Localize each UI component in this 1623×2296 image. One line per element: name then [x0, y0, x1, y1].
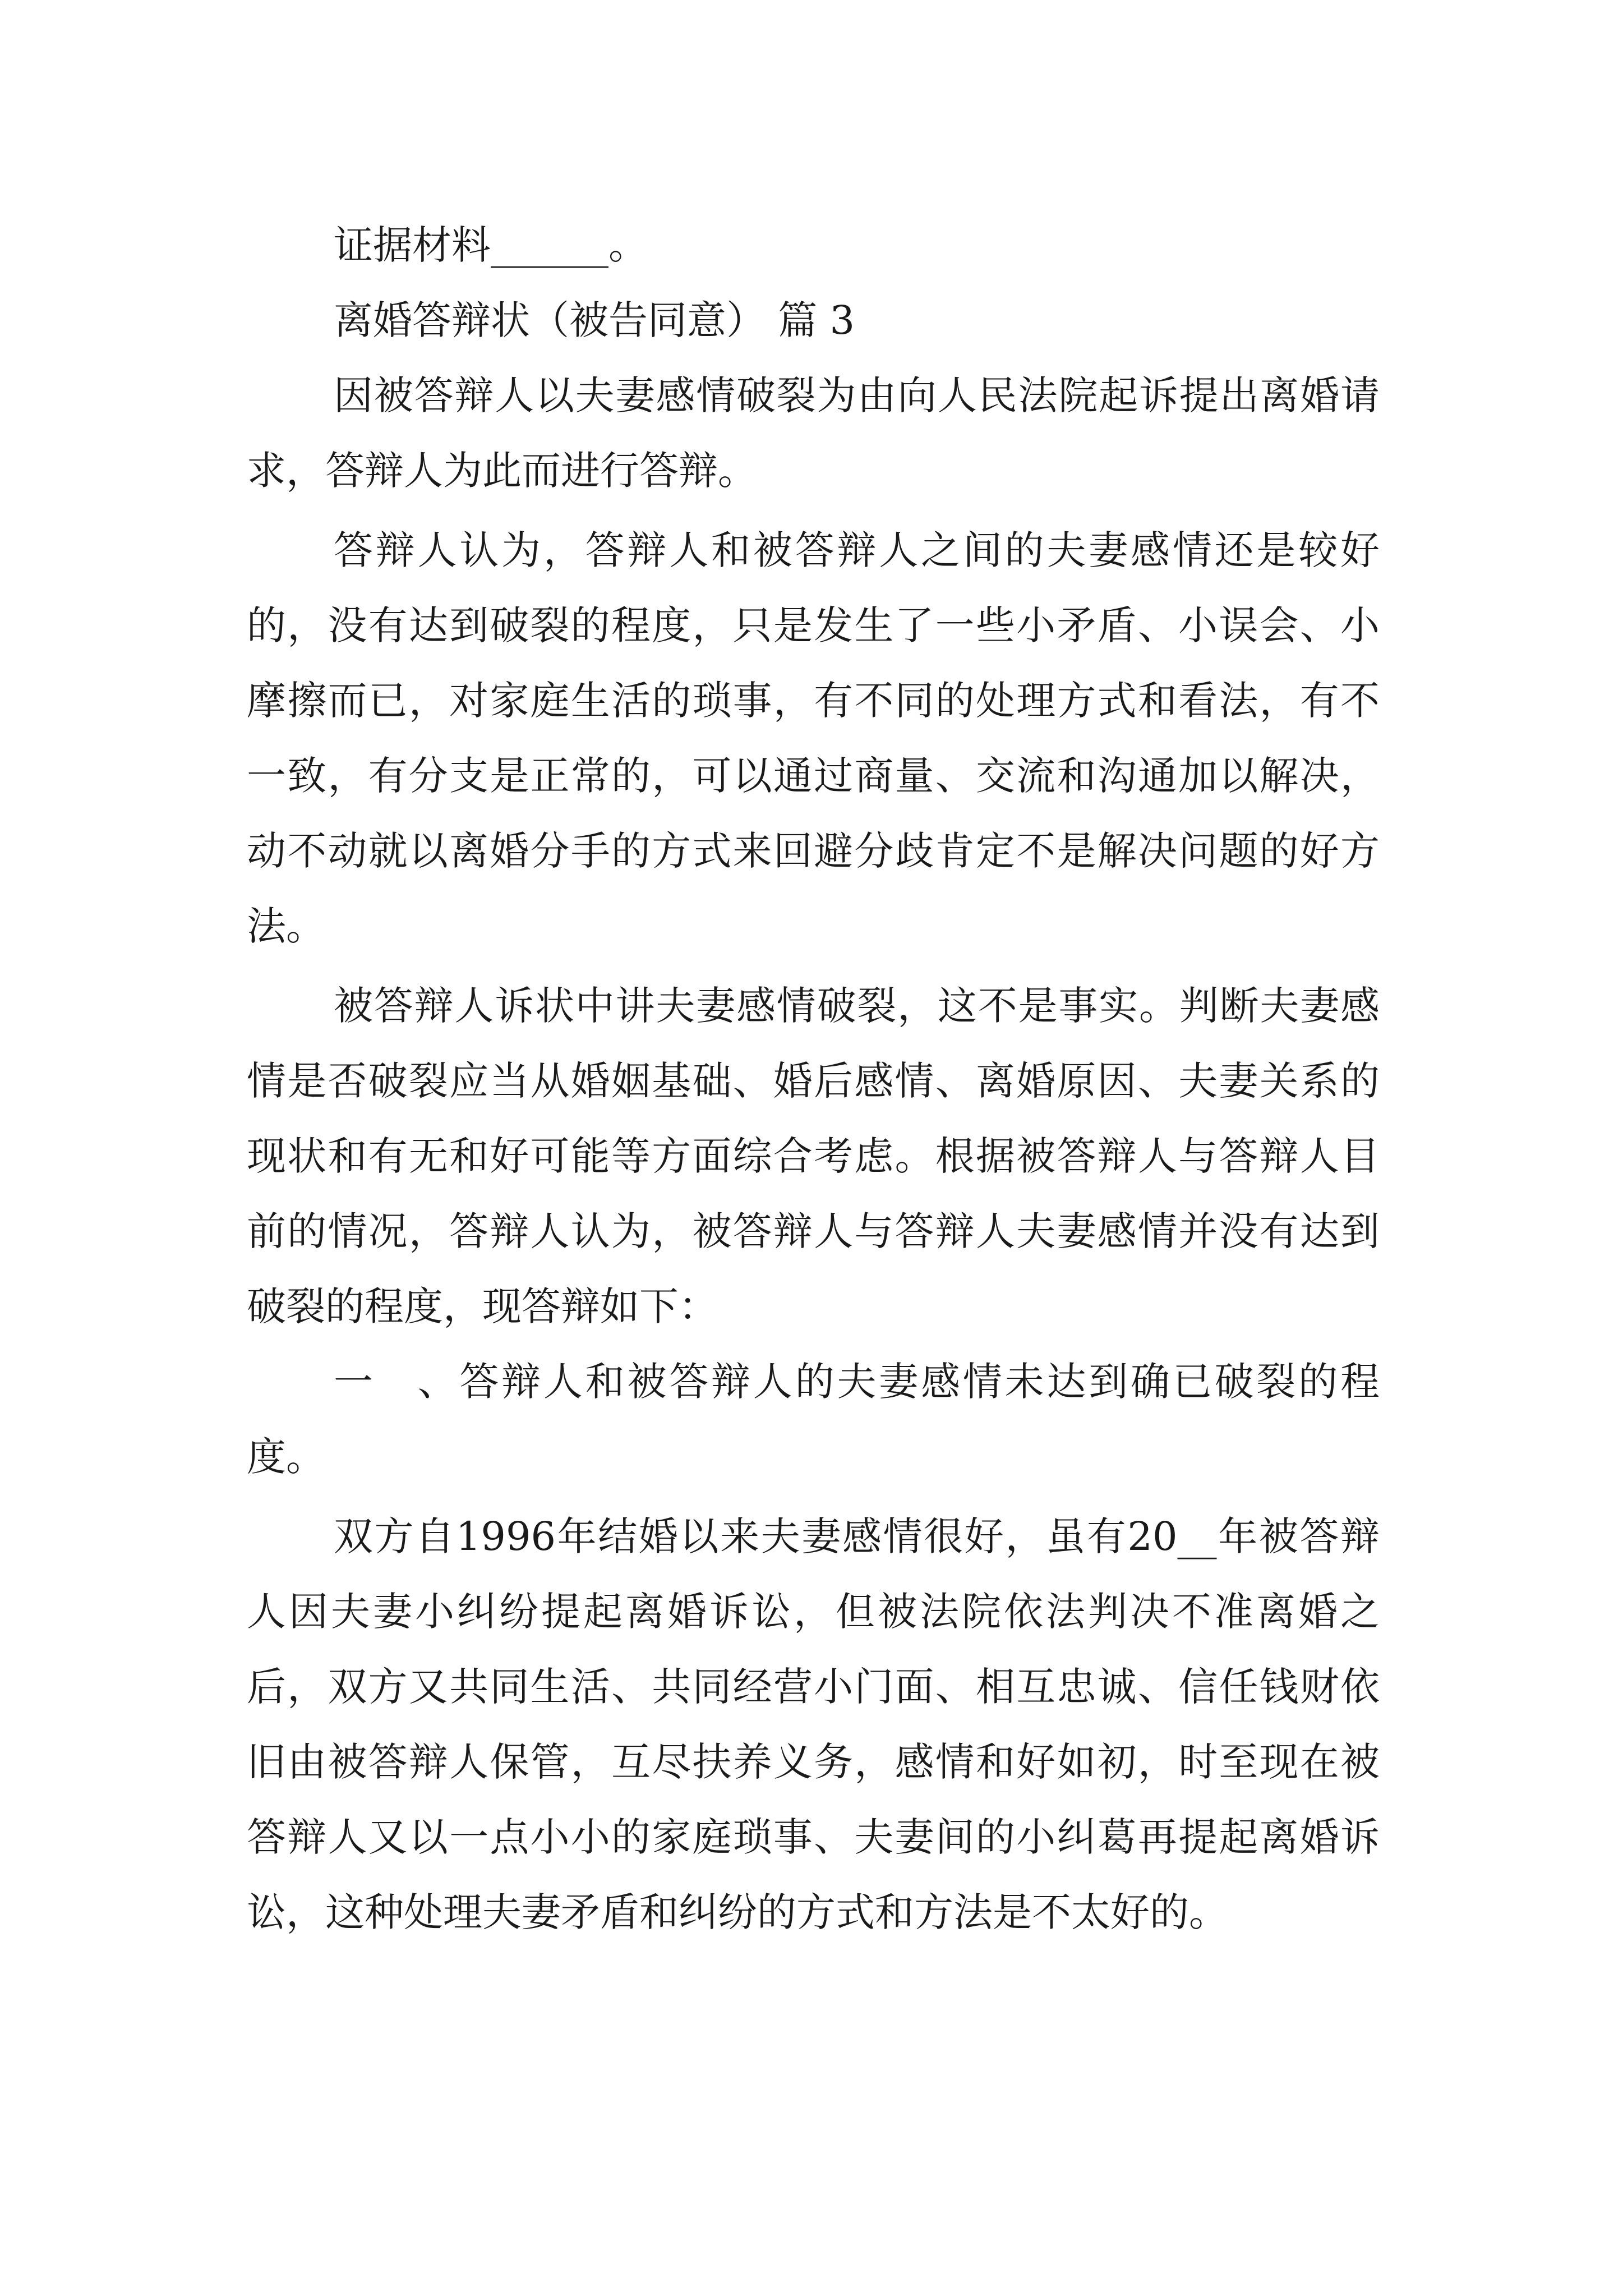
paragraph-4-heading: 一 、答辩人和被答辩人的夫妻感情未达到确已破裂的程度。 — [247, 1359, 1380, 1480]
paragraph-2: 答辩人认为，答辩人和被答辩人之间的夫妻感情还是较好的，没有达到破裂的程度，只是发生了一些小矛盾、小误会、小摩擦而已，对家庭生活的琐事，有不同的处理方式和看法，有不一致，有分支是正常的，可以通过商量、交流和沟通加以解决，动不动就以离婚分手的方式来回避分歧肯定不是解决问题的好方法。 — [247, 527, 1380, 949]
evidence-line: 证据材料______。 — [334, 222, 648, 268]
paragraph-gap — [247, 508, 1380, 513]
document-body — [247, 208, 1380, 1950]
paragraph-3: 被答辩人诉状中讲夫妻感情破裂，这不是事实。判断夫妻感情是否破裂应当从婚姻基础、婚后感情、离婚原因、夫妻关系的现状和有无和好可能等方面综合考虑。根据被答辩人与答辩人目前的情况，答辩人认为，被答辩人与答辩人夫妻感情并没有达到破裂的程度，现答辩如下： — [247, 983, 1380, 1329]
paragraph-5: 双方自1996年结婚以来夫妻感情很好，虽有20__年被答辩人因夫妻小纠纷提起离婚诉讼，但被法院依法判决不准离婚之后，双方又共同生活、共同经营小门面、相互忠诚、信任钱财依旧由被答辩人保管，互尽扶养义务，感情和好如初，时至现在被答辩人又以一点小小的家庭琐事、夫妻间的小纠葛再提起离婚诉讼，这种处理夫妻矛盾和纠纷的方式和方法是不太好的。 — [247, 1513, 1380, 1935]
section-title: 离婚答辩状（被告同意） 篇 3 — [334, 297, 855, 343]
paragraph-gap — [247, 964, 1380, 968]
paragraph-1: 因被答辩人以夫妻感情破裂为由向人民法院起诉提出离婚请求，答辩人为此而进行答辩。 — [247, 372, 1380, 494]
paragraph-gap — [247, 1494, 1380, 1499]
